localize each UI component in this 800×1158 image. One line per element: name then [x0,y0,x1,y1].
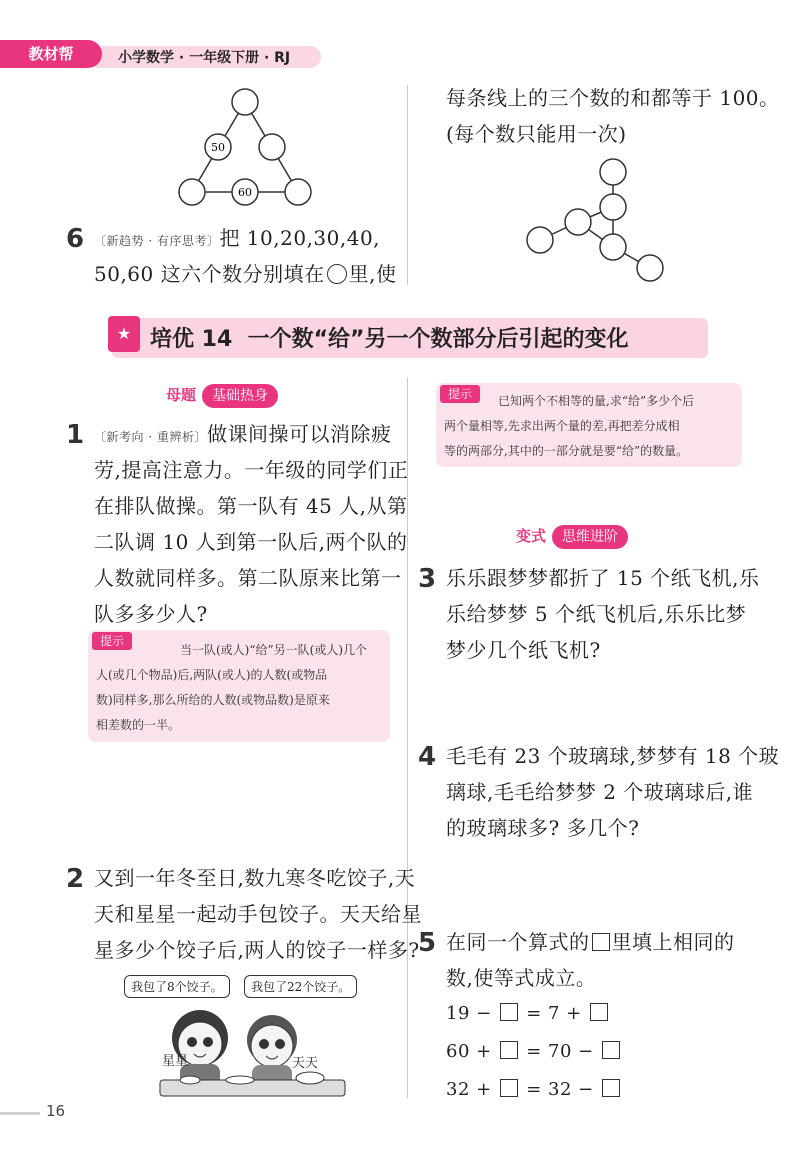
q3-number: 3 [418,564,437,594]
q4-number: 4 [418,742,437,772]
equation-1: 19 − = 7 + [446,996,610,1032]
q1-line4: 二队调 10 人到第一队后,两个队的 [94,530,408,554]
q4-line1: 毛毛有 23 个玻璃球,梦梦有 18 个玻 [446,744,780,768]
column-divider-top [407,85,408,285]
q2-line2: 天和星星一起动手包饺子。天天给星 [94,902,422,926]
q6-continued-line1: 每条线上的三个数的和都等于 100。 [446,86,780,110]
answer-box-icon[interactable] [602,1079,620,1097]
mother-label: 母题 基础热身 [160,383,278,407]
blank-circle [565,209,591,235]
q2-number: 2 [66,864,85,894]
blank-circle [179,179,205,205]
q1-number: 1 [66,420,85,450]
answer-box-icon[interactable] [500,1003,518,1021]
q2-line3: 星多少个饺子后,两人的饺子一样多? [94,938,420,962]
name-left: 星星 [162,1054,189,1069]
q3-line3: 梦少几个纸飞机? [446,638,601,662]
q6-tag: 〔新趋势 · 有序思考〕 [94,234,220,248]
graph-diagram [520,150,670,285]
hint-tag: 提示 [92,632,132,650]
q1-line3: 在排队做操。第一队有 45 人,从第 [94,494,408,518]
q5-number: 5 [418,928,437,958]
blank-circle [527,227,553,253]
page-number: 16 [46,1102,66,1120]
q3-line1: 乐乐跟梦梦都折了 15 个纸飞机,乐 [446,566,760,590]
triangle-diagram [160,82,330,212]
dumpling-illustration [140,1000,360,1098]
blank-circle [637,255,663,281]
answer-box-icon[interactable] [500,1079,518,1097]
blank-circle [600,234,626,260]
q6-line1: 〔新趋势 · 有序思考〕把 10,20,30,40, [94,226,381,250]
q1-line2: 劳,提高注意力。一年级的同学们正 [94,458,409,482]
star-icon: ★ [108,316,140,352]
answer-box-icon[interactable] [500,1041,518,1059]
q6-continued-line2: (每个数只能用一次) [446,122,627,146]
q2-line1: 又到一年冬至日,数九寒冬吃饺子,天 [94,866,416,890]
speech-bubble-left: 我包了8个饺子。 [124,975,230,998]
circle-label-60: 60 [238,186,252,199]
q1-line1: 〔新考向 · 重辨析〕做课间操可以消除疲 [94,422,392,446]
answer-box-icon[interactable] [602,1041,620,1059]
q6-number: 6 [66,224,85,254]
q6-line2: 50,60 这六个数分别填在 里,使 [94,262,397,286]
blank-circle [600,194,626,220]
q5-line2: 数,使等式成立。 [446,966,597,990]
speech-bubble-right: 我包了22个饺子。 [244,975,357,998]
blank-circle [285,179,311,205]
q5-line1: 在同一个算式的 里填上相同的 [446,930,735,954]
hint-tag: 提示 [440,385,480,403]
hint-box: 提示 当一队(或人)“给”另一队(或人)几个 人(或几个物品)后,两队(或人)的人数(或物品 数)同样多,那么所给的人数(或物品数)是原来 相差数的一半。 [88,630,390,742]
blank-circle [232,89,258,115]
blank-circle [259,134,285,160]
q4-line2: 璃球,毛毛给梦梦 2 个玻璃球后,谁 [446,780,754,804]
q1-line5: 人数就同样多。第二队原来比第一 [94,566,402,590]
brand-logo: 教材帮 [0,40,102,68]
q3-line2: 乐给梦梦 5 个纸飞机后,乐乐比梦 [446,602,747,626]
book-title: 小学数学 · 一年级下册 · RJ [118,50,291,66]
section-title: 培优 14 一个数“给”另一个数部分后引起的变化 [150,327,629,352]
equation-2: 60 + = 70 − [446,1034,622,1070]
answer-box-icon[interactable] [590,1003,608,1021]
name-right: 天天 [292,1056,319,1071]
q4-line3: 的玻璃球多? 多几个? [446,816,640,840]
hint-box: 提示 已知两个不相等的量,求“给”多少个后 两个量相等,先求出两个量的差,再把差分成相 等的两部分,其中的一部分就是要“给”的数量。 [436,383,742,467]
equation-3: 32 + = 32 − [446,1072,622,1108]
answer-box-icon [592,933,610,951]
variant-label: 变式 思维进阶 [510,524,628,548]
footer-rule [0,1112,40,1115]
q1-line6: 队多多少人? [94,602,208,626]
blank-circle [600,159,626,185]
circle-label-50: 50 [211,141,225,154]
answer-circle-icon [327,264,347,284]
